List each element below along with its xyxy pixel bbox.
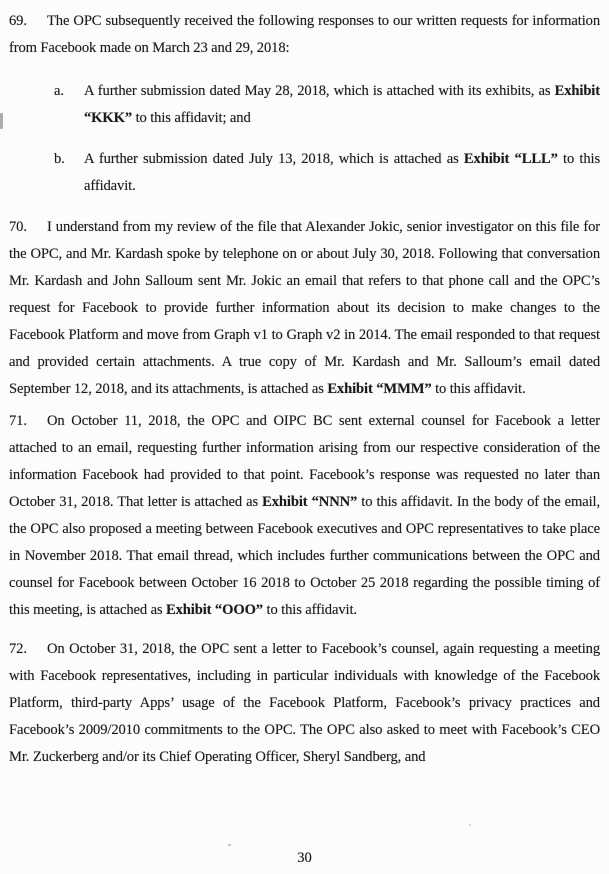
scan-artifact bbox=[228, 844, 231, 846]
paragraph-70-text: I understand from my review of the file that Alexander Jokic, senior investigator on this file for the OPC, and Mr. Kardash spoke by telephone on or about July 30, 2018. Following that conversation Mr. Kardash and John Salloum sent Mr. Jokic an email that refers to that phone call and the OPC’s request for Facebook to provide further information about its decision to make changes to the Facebook Platform and move from Graph v1 to Graph v2 in 2014. The email responded to that request and provided certain attachments. A true copy of Mr. Kardash and Mr. Salloum’s email dated September 12, 2018, and its attachments, is attached as Exhibit “MMM” to this affidavit. bbox=[9, 219, 600, 397]
paragraph-69 bbox=[9, 8, 600, 62]
paragraph-71 bbox=[9, 408, 600, 624]
list-item-b-text: A further submission dated July 13, 2018, which is attached as Exhibit “LLL” to this affidavit. bbox=[84, 151, 600, 194]
list-item-a bbox=[54, 78, 600, 132]
scan-artifact bbox=[469, 824, 471, 826]
paragraph-69-text: The OPC subsequently received the following responses to our written requests for information from Facebook made on March 23 and 29, 2018: bbox=[9, 13, 600, 56]
page-number: 30 bbox=[297, 850, 312, 866]
list-item-a-text: A further submission dated May 28, 2018, which is attached with its exhibits, as Exhibit “KKK” to this affidavit; and bbox=[84, 83, 600, 126]
paragraph-69-number: 69. bbox=[9, 13, 27, 29]
scan-artifact bbox=[0, 113, 3, 129]
list-item-a-marker: a. bbox=[54, 83, 64, 99]
paragraph-71-number: 71. bbox=[9, 413, 27, 429]
paragraph-70 bbox=[9, 214, 600, 403]
paragraph-72 bbox=[9, 636, 600, 771]
paragraph-71-text: On October 11, 2018, the OPC and OIPC BC sent external counsel for Facebook a letter attached to an email, requesting further information arising from our respective consideration of the information Facebook had provided to that point. Facebook’s response was requested no later than October 31, 2018. That letter is attached as Exhibit “NNN” to this affidavit. In the body of the email, the OPC also proposed a meeting between Facebook executives and OPC representatives to take place in November 2018. That email thread, which includes further communications between the OPC and counsel for Facebook between October 16 2018 to October 25 2018 regarding the possible timing of this meeting, is attached as Exhibit “OOO” to this affidavit. bbox=[9, 413, 600, 618]
paragraph-72-number: 72. bbox=[9, 641, 27, 657]
list-item-b bbox=[54, 146, 600, 200]
list-item-b-marker: b. bbox=[54, 151, 65, 167]
paragraph-72-text: On October 31, 2018, the OPC sent a letter to Facebook’s counsel, again requesting a meeting with Facebook representatives, including in particular individuals with knowledge of the Facebook Platform, third-party Apps’ usage of the Facebook Platform, Facebook’s privacy practices and Facebook’s 2009/2010 commitments to the OPC. The OPC also asked to meet with Facebook’s CEO Mr. Zuckerberg and/or its Chief Operating Officer, Sheryl Sandberg, and bbox=[9, 641, 600, 765]
paragraph-70-number: 70. bbox=[9, 219, 27, 235]
